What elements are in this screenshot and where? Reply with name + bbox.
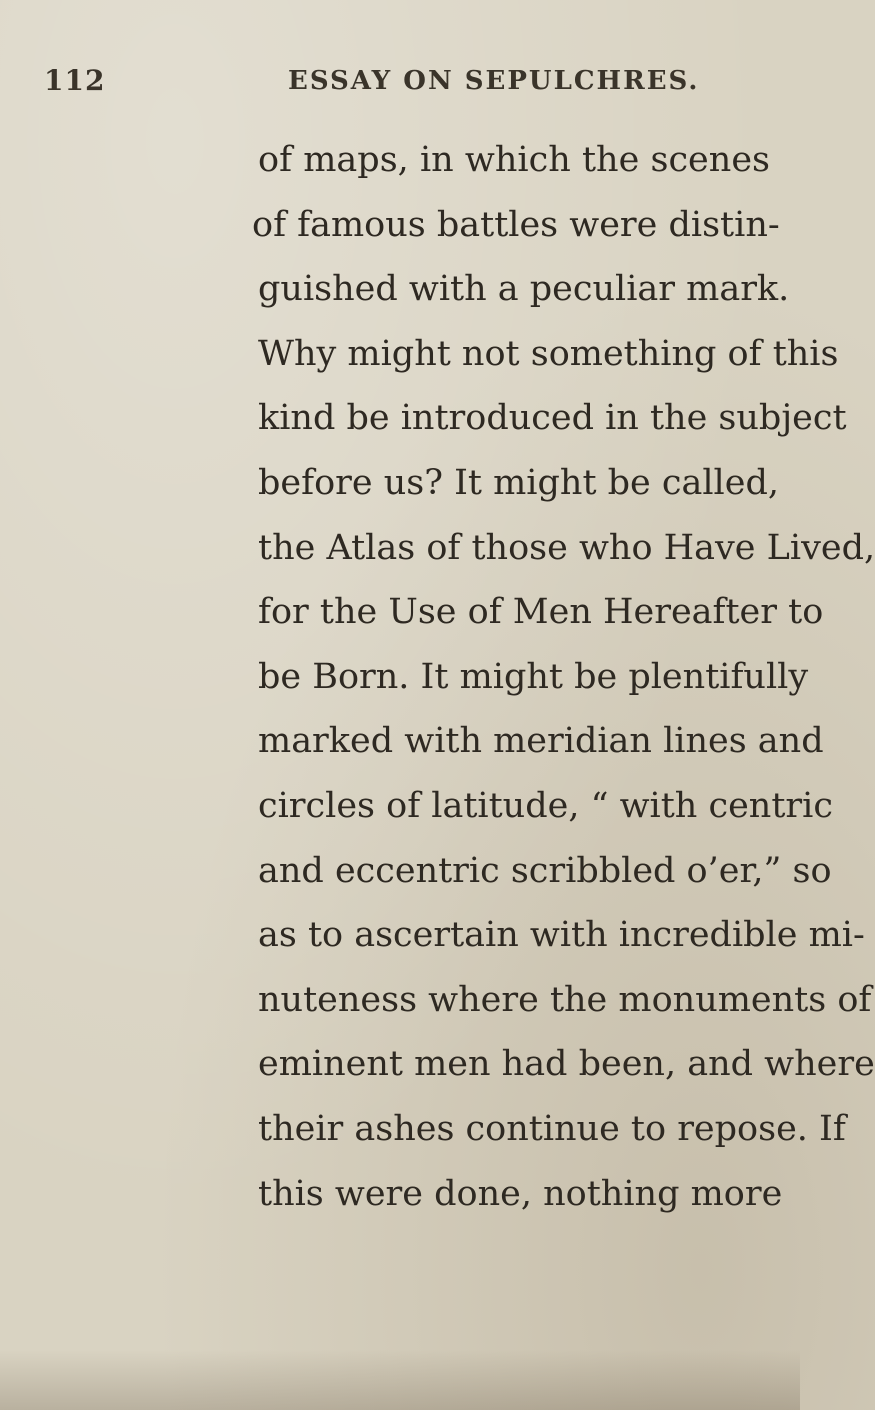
- text-line: eminent men had been, and where: [258, 1044, 875, 1085]
- running-head: ESSAY ON SEPULCHRES.: [288, 66, 700, 96]
- text-line: as to ascertain with incredible mi-: [258, 915, 865, 956]
- text-line: this were done, nothing more: [258, 1173, 783, 1214]
- body-text: [252, 128, 875, 1226]
- text-line: of famous battles were distin-: [252, 204, 780, 245]
- text-line: for the Use of Men Hereafter to: [258, 592, 824, 633]
- page-number: 112: [44, 64, 106, 97]
- text-line: guished with a peculiar mark.: [258, 269, 790, 310]
- text-line: of maps, in which the scenes: [258, 140, 770, 180]
- text-line: the Atlas of those who Have Lived,: [258, 527, 875, 568]
- text-line: marked with meridian lines and: [258, 721, 824, 762]
- text-line: their ashes continue to repose. If: [258, 1108, 846, 1149]
- text-line: be Born. It might be plentifully: [258, 656, 809, 697]
- text-line: and eccentric scribbled o’er,” so: [258, 850, 832, 891]
- text-line: kind be introduced in the subject: [258, 398, 847, 439]
- text-line: circles of latitude, “ with centric: [258, 785, 833, 826]
- text-line: nuteness where the monuments of: [258, 979, 872, 1020]
- page-edge-shadow: [0, 1350, 800, 1410]
- text-line: Why might not something of this: [258, 333, 839, 374]
- page-header: [0, 64, 800, 104]
- text-line: before us? It might be called,: [258, 462, 779, 503]
